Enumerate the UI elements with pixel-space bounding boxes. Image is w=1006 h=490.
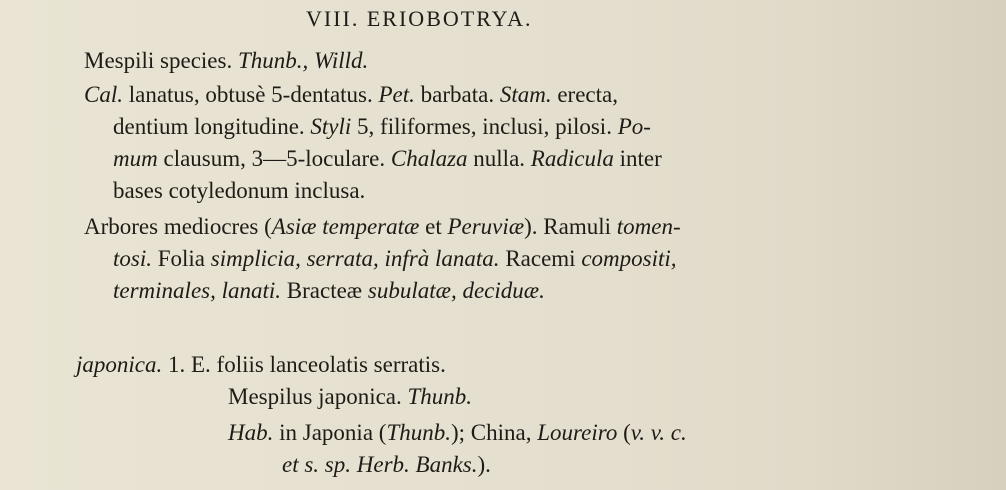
text: barbata. (414, 82, 500, 107)
text: Arbores mediocres ( (84, 214, 272, 239)
region-asia: Asiæ temperatæ (271, 214, 420, 239)
character-line-3 (113, 144, 662, 174)
term-pomum: mum (113, 146, 158, 171)
text-italic: simplicia, serrata, infrà lanata. (210, 246, 500, 271)
text: Folia (151, 246, 211, 271)
page-shadow (806, 0, 1006, 490)
synonym-authors: Thunb., Willd. (237, 48, 369, 73)
author: Thunb. (386, 420, 451, 445)
text: lanatus, obtusè 5-dentatus. (122, 82, 379, 107)
text-italic: tomen- (616, 214, 681, 239)
text: clausum, 3—5-loculare. (157, 146, 391, 171)
author: Thunb. (407, 384, 473, 409)
habit-line-3 (113, 276, 545, 306)
text-italic: subulatæ, deciduæ. (367, 278, 545, 303)
text: erecta, (551, 82, 618, 107)
term-styli: Styli (310, 114, 352, 139)
author: Loureiro (537, 420, 618, 445)
text: nulla. (467, 146, 531, 171)
species-synonym (228, 382, 472, 412)
character-line-4: bases cotyledonum inclusa. (113, 178, 366, 203)
text: dentium longitudine. (113, 114, 311, 139)
habit-line-2 (113, 244, 677, 274)
region-peru: Peruviæ (447, 214, 525, 239)
text: ). Ramuli (524, 214, 617, 239)
term-stam: Stam. (499, 82, 552, 107)
habitat-line-2 (282, 450, 491, 480)
text: et (419, 214, 448, 239)
text: Bracteæ (281, 278, 368, 303)
term-radicula: Radicula (530, 146, 614, 171)
text-italic: et s. sp. Herb. Banks. (282, 452, 478, 477)
genus-title: VIII. ERIOBOTRYA. (306, 6, 533, 31)
habit-line-1 (84, 212, 681, 242)
text: ). (477, 452, 491, 477)
term-chalaza: Chalaza (390, 146, 468, 171)
term-cal: Cal. (84, 82, 123, 107)
term-pet: Pet. (378, 82, 415, 107)
text: ( (617, 420, 631, 445)
term-pomum: Po- (617, 114, 651, 139)
character-line-2 (113, 112, 651, 142)
text-italic: v. v. c. (630, 420, 687, 445)
term-hab: Hab. (228, 420, 274, 445)
text: ); China, (450, 420, 538, 445)
text: Racemi (499, 246, 582, 271)
text: 5, filiformes, inclusi, pilosi. (351, 114, 618, 139)
text-italic: compositi, (581, 246, 677, 271)
text-italic: terminales, lanati. (113, 278, 282, 303)
character-line-1 (84, 80, 618, 110)
species-name: japonica. (76, 352, 163, 377)
text: in Japonia ( (273, 420, 387, 445)
species-diagnosis: 1. E. foliis lanceolatis serratis. (162, 352, 446, 377)
text-italic: tosi. (113, 246, 152, 271)
species-line (76, 350, 446, 380)
habitat-line-1 (228, 418, 687, 448)
synonym-text: Mespili species. (84, 48, 238, 73)
text: inter (613, 146, 662, 171)
synonym-line (84, 46, 368, 76)
text: Mespilus japonica. (228, 384, 408, 409)
